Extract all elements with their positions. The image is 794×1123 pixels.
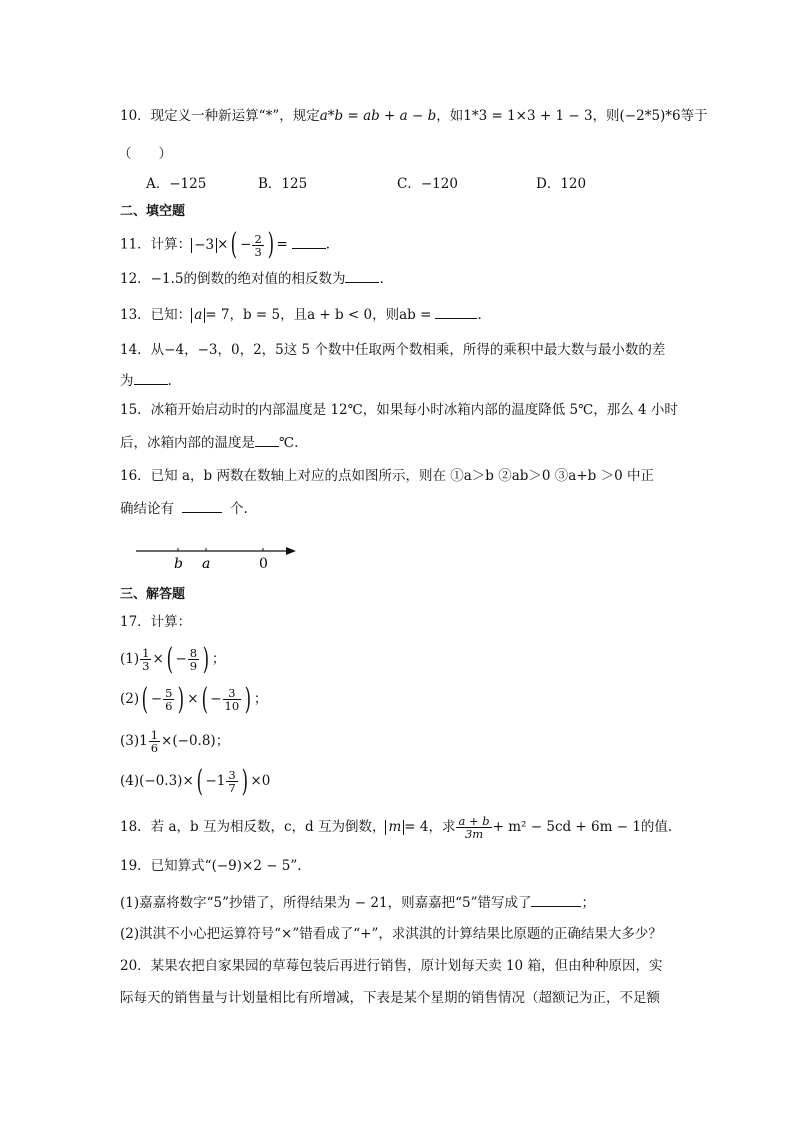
q10-option-b: B．125 [258,176,308,192]
q19-p1-end: ； [581,895,595,911]
q10-prefix: 10．现定义一种新运算“*”，规定 [120,108,320,124]
question-20-line1: 20．某果农把自家果园的草莓包装后再进行销售，原计划每天卖 10 箱，但由种种原因，实 [120,958,663,974]
end-mark: ； [211,651,226,667]
question-11 [120,227,331,262]
frac-den: 6 [150,741,159,755]
minus-sign: − [150,691,163,707]
q17-part-4 [120,764,270,798]
q11-prefix: 11．计算： [120,236,192,253]
question-18 [120,812,672,842]
question-14-line1: 14．从−4，−3，0，2，5这 5 个数中任取两个数相乘，所得的乘积中最大数与最小数的差 [120,342,666,358]
q15-answer-blank[interactable] [255,432,279,447]
mixed-whole: −1 [205,773,226,789]
label-a: a [202,556,211,572]
q17-p1-frac1 [140,647,151,672]
q19-p1-text: (1)嘉嘉将数字“5”抄错了，所得结果为 − 21，则嘉嘉把“5”错写成了 [120,895,532,911]
times-sign: × [187,691,199,707]
frac-num: 1 [142,646,150,660]
frac-den: 9 [189,659,198,673]
q14-end: . [167,373,172,389]
q11-frac-den: 3 [254,244,262,259]
q10-expr: (−2*5)*6 [619,108,681,124]
right-paren: ) [178,681,185,717]
q13-abs-value: a [191,308,205,323]
frac-num: 8 [189,646,198,660]
q17-p4-frac [226,769,237,794]
q18-prefix: 18．若 a，b 互为相反数，c，d 互为倒数， [120,819,386,835]
question-15-line1: 15．冰箱开始启动时的内部温度是 12℃，如果每小时冰箱内部的温度降低 5℃，那么 4 小时 [120,402,678,418]
q15-line2-prefix: 后，冰箱内部的温度是 [120,435,255,451]
q10-suffix: 等于 [680,108,708,124]
q17-part-2 [120,682,267,716]
q13-answer-blank[interactable] [435,304,477,319]
frac-num: 3 [223,687,242,700]
q11-end: . [325,236,331,253]
frac-num: 3 [228,768,236,782]
end-mark: ； [215,733,230,749]
minus-sign: − [175,651,187,667]
q14-line2-prefix: 为 [120,373,134,389]
section-2-heading: 二、填空题 [120,204,186,219]
mixed-whole: 1 [139,733,148,749]
number-line-arrow [286,547,296,555]
question-14-line2 [120,370,172,391]
end-mark: ； [253,691,268,707]
q12-end: . [379,271,384,287]
number-line-figure [130,538,310,574]
q17-p1-tag: (1) [120,651,140,667]
right-paren: ) [241,763,248,799]
question-13 [120,304,482,325]
q10-formula: a*b = ab + a − b [319,108,437,124]
q11-frac-num: 2 [254,231,262,246]
section-3-heading: 三、解答题 [120,587,186,602]
question-16-line2 [120,498,248,519]
q17-part-3 [120,724,229,758]
q11-eq: = [276,236,288,253]
question-17-title: 17．计算： [120,614,192,630]
question-19-part1 [120,892,595,913]
frac-den: 7 [228,781,236,795]
q17-p3-frac [149,729,160,754]
q14-answer-blank[interactable] [134,370,168,385]
q10-option-d: D．120 [536,176,587,192]
q16-line2-prefix: 确结论有 [120,501,174,517]
label-b: b [174,556,183,572]
left-paren: ( [166,641,173,677]
q13-mid: = 7，b = 5，且a + b < 0，则ab = [205,307,432,323]
q11-fraction [252,233,263,258]
q18-tail: + m² − 5cd + 6m − 1的值. [492,819,673,835]
q11-answer-blank[interactable] [292,234,326,249]
q17-p3-tag: (3) [120,733,140,749]
q16-line2-suffix: 个. [230,501,248,517]
frac-num: 1 [150,728,159,742]
q18-abs-value: m [385,820,404,835]
q18-fraction [456,815,491,840]
q13-end: . [477,307,482,323]
question-20-line2: 际每天的销售量与计划量相比有所增减，下表是某个星期的销售情况（超额记为正，不足额 [120,990,660,1006]
right-paren: ) [244,681,252,717]
frac-den: 3 [142,659,150,673]
question-10 [120,106,708,126]
left-paren: ( [141,681,149,717]
question-12 [120,268,384,289]
left-paren: ( [196,763,203,799]
q13-prefix: 13．已知： [120,307,192,323]
q16-answer-blank[interactable] [182,498,222,513]
frac-num: 5 [165,686,173,700]
q17-p4-tag: (4) [120,773,140,789]
q11-left-paren: ( [231,227,238,262]
q11-minus: − [240,236,252,253]
q17-p2-tag: (2) [120,691,140,707]
q11-right-paren: ) [267,227,274,262]
q10-option-c: C．−120 [397,176,458,192]
q12-text: 12．−1.5的倒数的绝对值的相反数为 [120,271,346,287]
q11-abs-value: −3 [191,238,217,253]
question-19-line1: 19．已知算式“(−9)×2 − 5”. [120,858,302,874]
times-sign: × [161,733,173,749]
q17-p3-value: (−0.8) [172,733,216,749]
q12-answer-blank[interactable] [345,268,379,283]
q17-p4-value: (−0.3) [139,773,183,789]
frac-den: 6 [165,699,173,713]
q18-mid: = 4，求 [404,819,456,835]
question-15-line2 [120,432,298,453]
right-paren: ) [202,641,210,677]
frac-den: 10 [224,699,240,713]
q17-p2-frac1 [163,687,174,712]
frac-num: a + b [458,814,490,828]
q17-p1-frac2 [188,647,199,672]
question-19-part2: (2)淇淇不小心把运算符号“×”错看成了“+”，求淇淇的计算结果比原题的正确结果大多少？ [120,926,662,942]
times-sign: × [182,773,194,789]
q17-p4-tail: ×0 [250,773,271,789]
left-paren: ( [201,681,208,717]
q15-line2-suffix: ℃. [279,435,299,451]
frac-den: 3m [464,827,484,841]
q10-answer-paren: （ ） [118,146,172,162]
question-16-line1: 16．已知 a，b 两数在数轴上对应的点如图所示，则在 ①a＞b ②ab＞0 ③a+b ＞0 中正 [120,468,654,484]
q17-part-1 [120,642,225,676]
times-sign: × [152,651,164,667]
q11-times: × [217,236,229,253]
minus-sign: − [210,691,222,707]
q17-p2-frac2 [223,687,242,712]
q19-answer-blank[interactable] [531,892,581,907]
q10-option-a: A．−125 [146,176,207,192]
q10-example: ，如1*3 = 1×3 + 1 − 3，则 [436,108,620,124]
label-0: 0 [259,556,268,572]
